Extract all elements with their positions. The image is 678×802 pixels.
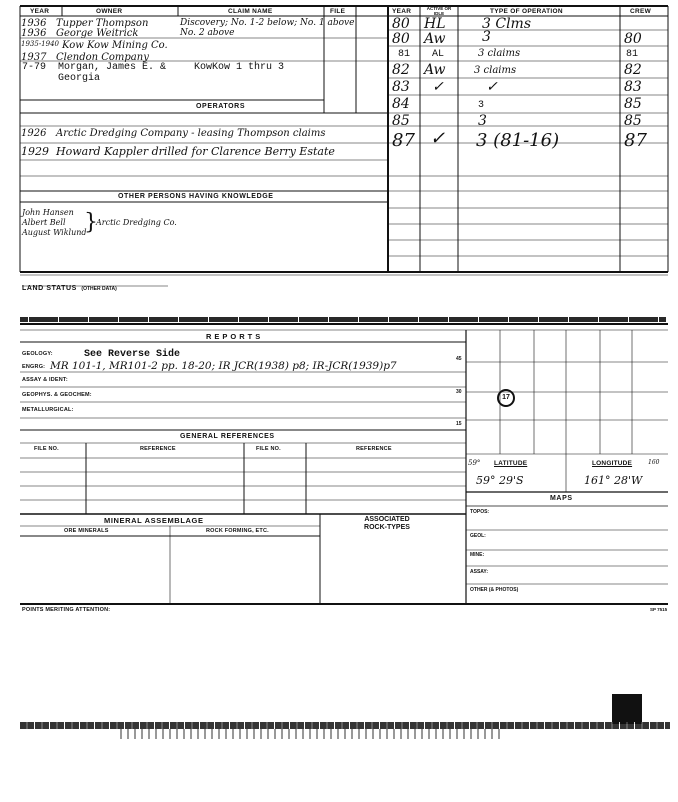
land-status-title: LAND STATUS — [22, 285, 77, 292]
owner-row-1-owner: Tupper Thompson — [56, 18, 149, 29]
maps-other: OTHER (& PHOTOS) — [470, 587, 519, 593]
metallurgical-label: METALLURGICAL: — [22, 407, 74, 413]
activity-row-7-year: 85 — [392, 113, 410, 129]
longitude-value: 161° 28'W — [584, 474, 643, 487]
activity-row-4-active: Aw — [424, 62, 446, 78]
activity-row-6-year: 84 — [392, 96, 410, 112]
owner-row-1-claim: Discovery; No. 1-2 below; No. 1 above — [180, 18, 355, 28]
operator-row-2-text: Howard Kappler drilled for Clarence Berry Estate — [56, 145, 335, 158]
scan-noise-top-band — [20, 317, 666, 322]
maps-geol: GEOL: — [470, 533, 486, 539]
longitude-label: LONGITUDE — [592, 460, 633, 467]
operator-row-2-year: 1929 — [21, 145, 49, 158]
owner-row-2-year: 1936 — [21, 28, 47, 39]
header-crew: CREW — [630, 8, 652, 15]
ref-header-file-no-2: FILE NO. — [256, 446, 281, 452]
owner-row-4-owner: Clendon Company — [56, 52, 149, 63]
margin-number-30: 30 — [456, 389, 462, 395]
activity-row-3-year: 81 — [398, 49, 411, 60]
activity-row-5-active: ✓ — [432, 79, 444, 95]
mineral-assemblage-title: MINERAL ASSEMBLAGE — [104, 516, 204, 525]
location-marker-icon: 17 — [497, 389, 515, 407]
activity-row-8-year: 87 — [392, 130, 415, 151]
scan-noise-fringe — [120, 729, 500, 739]
header-type-of-operation: TYPE OF OPERATION — [490, 8, 563, 15]
maps-assay: ASSAY: — [470, 569, 489, 575]
header-year-2: YEAR — [392, 8, 412, 15]
activity-row-1-active: HL — [424, 16, 446, 32]
header-claim-name: CLAIM NAME — [228, 8, 273, 15]
latitude-label: LATITUDE — [494, 460, 528, 467]
activity-row-2-active: Aw — [424, 31, 446, 47]
activity-row-6-type: 3 — [478, 100, 485, 111]
geology-label: GEOLOGY: — [22, 351, 53, 357]
operator-row-1-year: 1926 — [21, 128, 47, 139]
ref-header-file-no-1: FILE NO. — [34, 446, 59, 452]
maps-title: MAPS — [550, 495, 573, 502]
latitude-value: 59° 29'S — [476, 474, 524, 487]
engrg-label: ENGRG: — [22, 364, 46, 370]
ref-header-reference-2: REFERENCE — [356, 446, 392, 452]
scan-corner-block — [612, 694, 642, 724]
activity-row-4-year: 82 — [392, 62, 410, 78]
operators-label: OPERATORS — [196, 103, 246, 110]
activity-row-8-active: ✓ — [430, 128, 446, 149]
activity-row-8-crew: 87 — [624, 130, 647, 151]
land-status-sub: (OTHER DATA) — [81, 286, 117, 292]
activity-row-2-year: 80 — [392, 31, 410, 47]
points-meriting-attention-label: POINTS MERITING ATTENTION: — [22, 607, 111, 613]
activity-row-2-type: 3 — [482, 29, 491, 45]
other-person-2: Albert Bell — [22, 218, 66, 227]
activity-row-5-type: ✓ — [486, 79, 498, 95]
owner-row-2-owner: George Weitrick — [56, 28, 139, 39]
activity-row-5-crew: 83 — [624, 79, 642, 95]
activity-row-1-year: 80 — [392, 16, 410, 32]
header-year: YEAR — [30, 8, 50, 15]
longitude-prefix: 160 — [648, 459, 660, 466]
activity-row-4-type: 3 claims — [474, 65, 517, 76]
other-person-3: August Wiklund — [22, 228, 87, 237]
owner-row-5-owner: Morgan, James E. & Georgia — [58, 62, 167, 84]
owner-row-3-year: 1935-1940 — [21, 40, 59, 48]
activity-row-7-type: 3 — [478, 113, 487, 129]
geology-value: See Reverse Side — [84, 349, 181, 360]
brace-glyph: } — [84, 210, 98, 235]
ore-minerals-label: ORE MINERALS — [64, 528, 109, 534]
owner-row-4-year: 1937 — [21, 52, 47, 63]
reports-title: REPORTS — [206, 332, 264, 341]
form-number: SP 7515 — [650, 607, 668, 612]
activity-row-2-crew: 80 — [624, 31, 642, 47]
owner-row-2-claim: No. 2 above — [180, 28, 235, 38]
other-person-1: John Hansen — [22, 208, 74, 217]
activity-row-3-active: AL — [432, 49, 445, 60]
maps-mine: MINE: — [470, 552, 485, 558]
assay-label: ASSAY & IDENT: — [22, 377, 68, 383]
geophys-label: GEOPHYS. & GEOCHEM: — [22, 392, 92, 398]
associated-rock-types-label: ASSOCIATED ROCK-TYPES — [364, 516, 410, 531]
activity-row-1-type: 3 Clms — [482, 16, 532, 32]
operator-row-1-text: Arctic Dredging Company - leasing Thompson claims — [56, 128, 326, 139]
owner-row-3-owner: Kow Kow Mining Co. — [62, 40, 168, 51]
margin-number-45: 45 — [456, 356, 462, 362]
activity-row-4-crew: 82 — [624, 62, 642, 78]
owner-row-1-year: 1936 — [21, 18, 47, 29]
activity-row-7-crew: 85 — [624, 113, 642, 129]
activity-row-5-year: 83 — [392, 79, 410, 95]
activity-row-6-crew: 85 — [624, 96, 642, 112]
engrg-value: MR 101-1, MR101-2 pp. 18-20; IR JCR(1938) p8; IR-JCR(1939)p7 — [50, 360, 397, 372]
other-persons-label: OTHER PERSONS HAVING KNOWLEDGE — [118, 193, 274, 200]
lat-prefix: 59° — [468, 459, 481, 467]
maps-topos: TOPOS: — [470, 509, 490, 515]
margin-number-15: 15 — [456, 421, 462, 427]
header-active-idle: ACTIVE OR IDLE — [426, 6, 452, 16]
other-persons-note: Arctic Dredging Co. — [96, 218, 177, 227]
owner-row-5-claim: KowKow 1 thru 3 — [194, 62, 285, 73]
ref-header-reference-1: REFERENCE — [140, 446, 176, 452]
header-owner: OWNER — [96, 8, 123, 15]
activity-row-3-type: 3 claims — [478, 48, 521, 59]
rock-forming-label: ROCK FORMING, ETC. — [206, 528, 269, 534]
activity-row-8-type: 3 (81-16) — [476, 130, 560, 151]
header-file: FILE — [330, 8, 346, 15]
activity-row-3-crew: 81 — [626, 49, 639, 60]
land-status-label — [22, 277, 117, 295]
scan-noise-band — [20, 722, 670, 729]
owner-row-5-year: 7-79 — [22, 62, 47, 73]
general-references-title: GENERAL REFERENCES — [180, 433, 275, 440]
